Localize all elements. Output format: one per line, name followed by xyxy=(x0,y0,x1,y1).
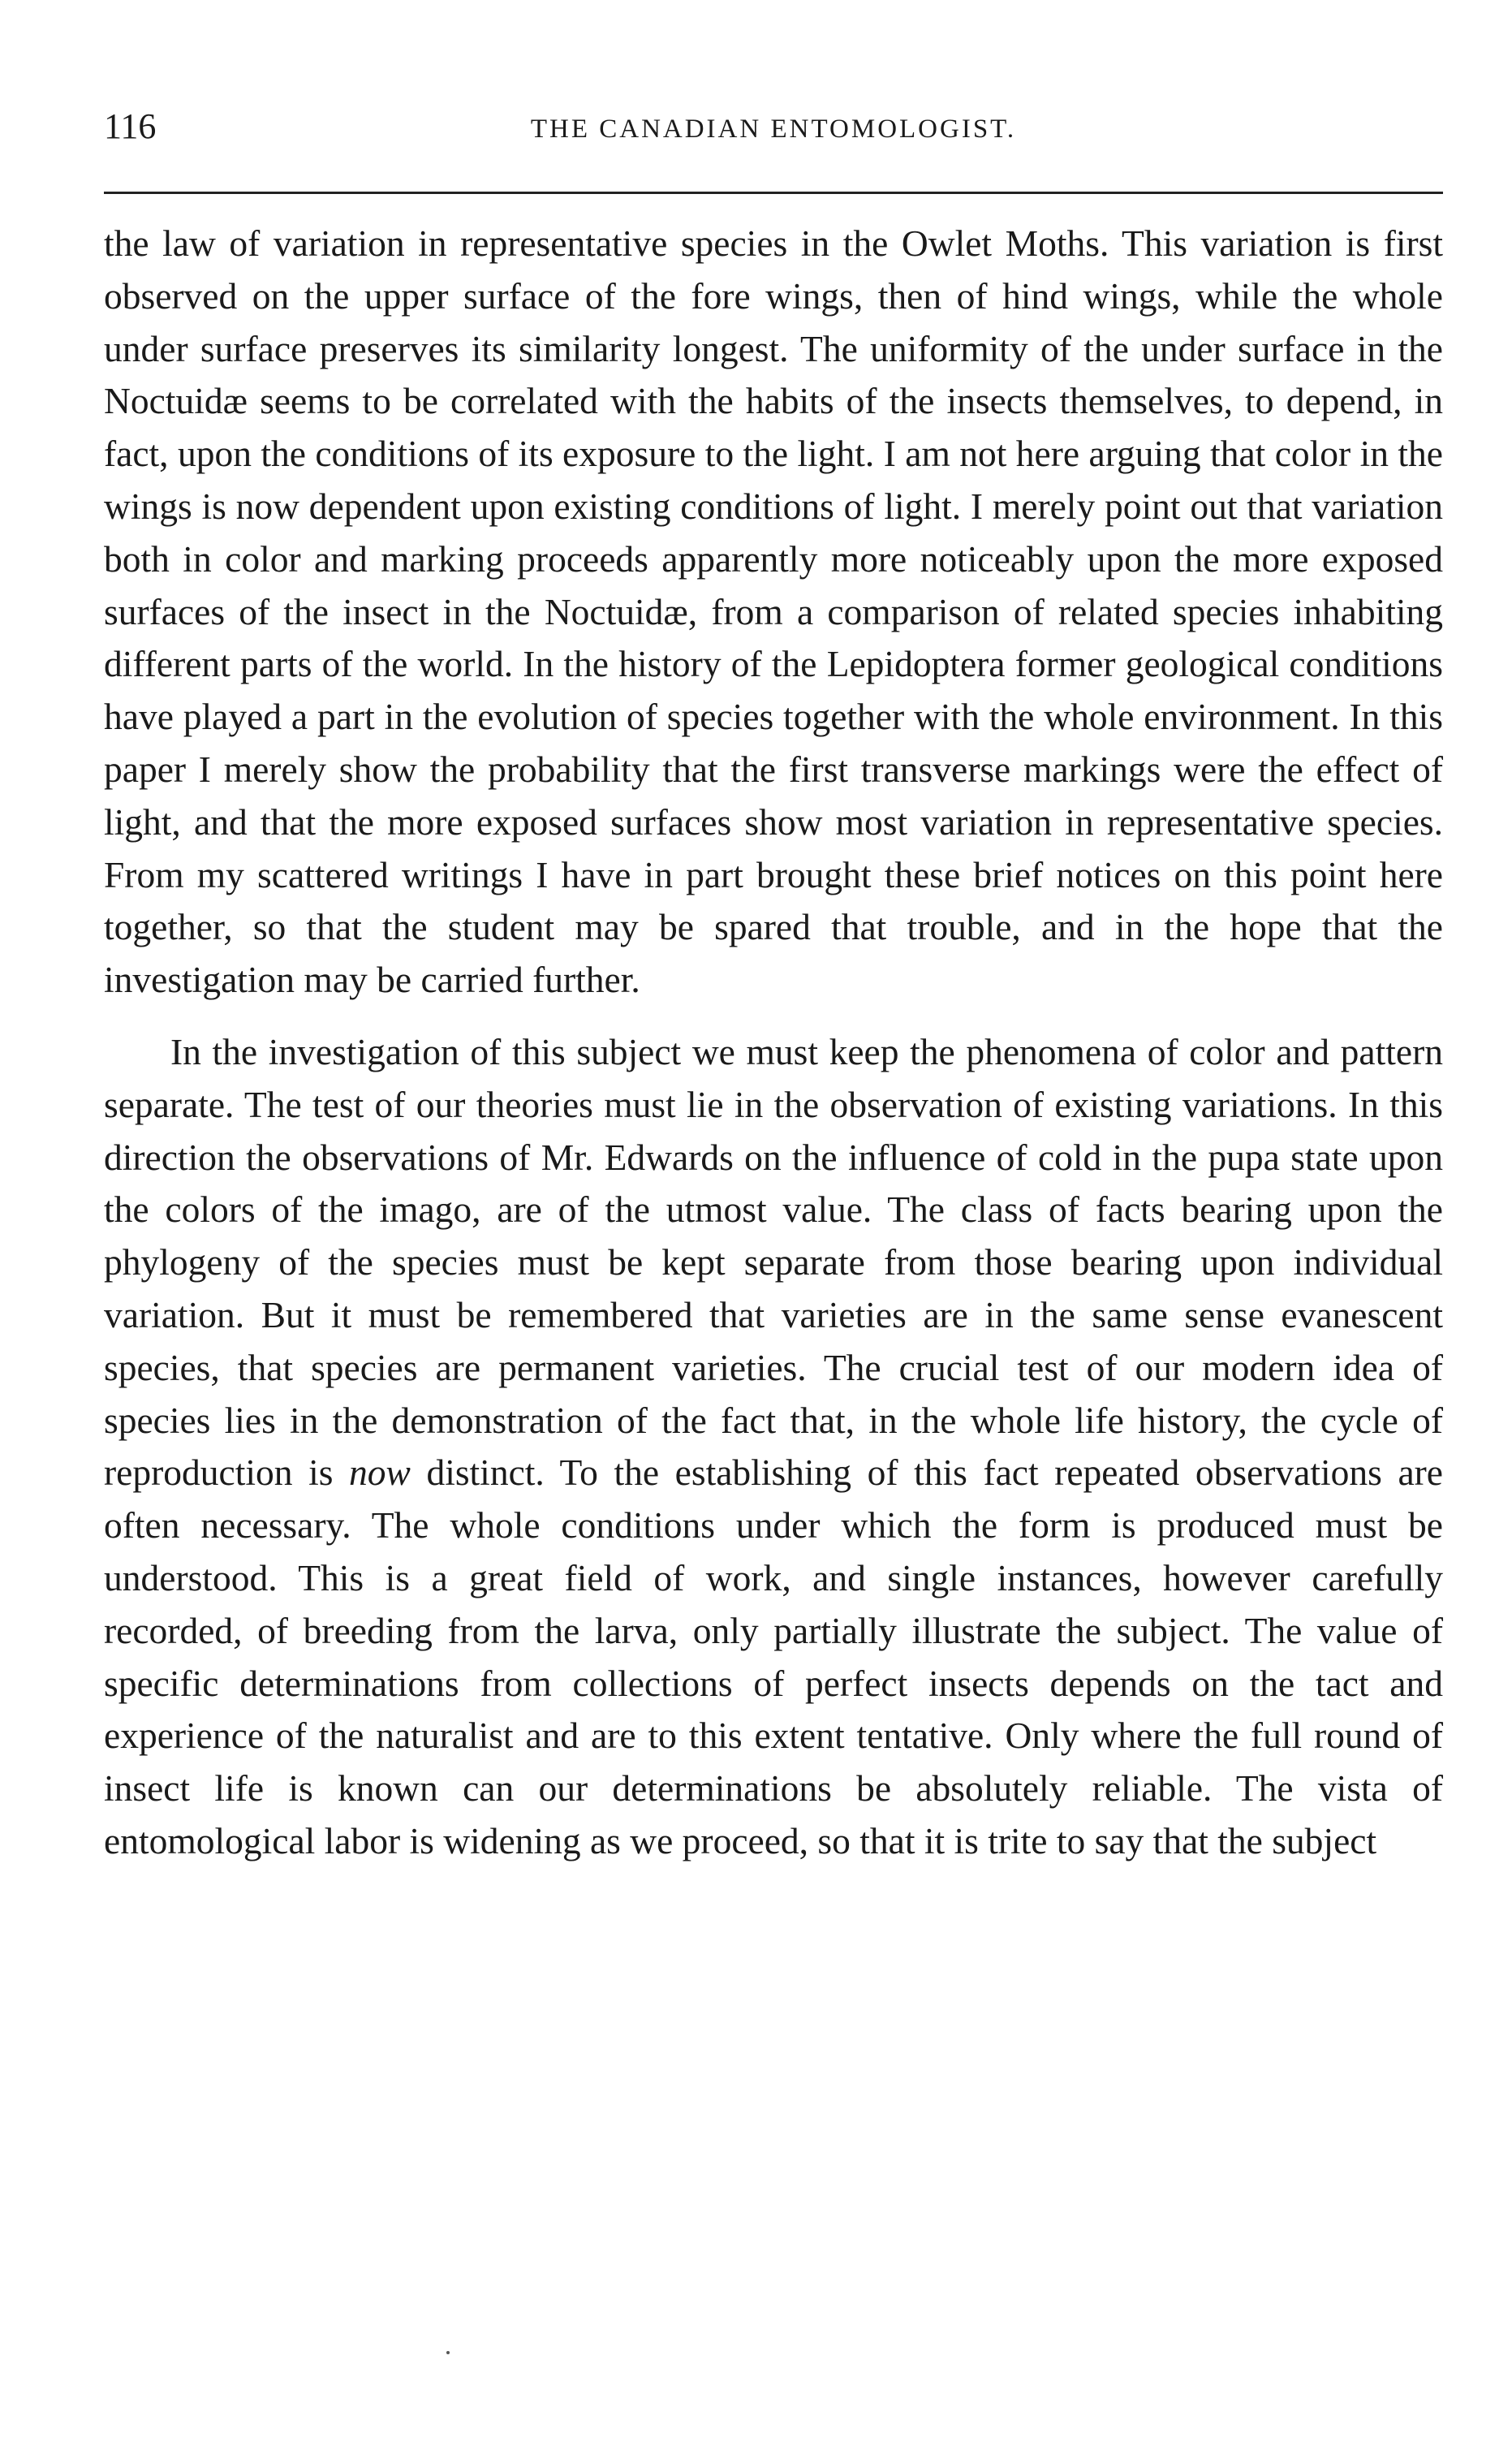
running-title: THE CANADIAN ENTOMOLOGIST. xyxy=(530,114,1017,144)
paragraph-1: the law of variation in representative species in the Owlet Moths. This variation is first observed on the upper surface of the fore wings, then of hind wings, while the whole under surface preserves its similarity longest. The uniformity of the under surface in the Noctuidæ seems to be correlated with the habits of the insects themselves, to depend, in fact, upon the conditions of its exposure to the light. I am not here arguing that color in the wings is now dependent upon existing conditions of light. I merely point out that variation both in color and marking proceeds apparently more noticeably upon the more exposed surfaces of the insect in the Noctuidæ, from a comparison of related species inhabiting different parts of the world. In the history of the Lepidoptera former geological conditions have played a part in the evolution of species together with the whole environment. In this paper I merely show the probability that the first transverse markings were the effect of light, and that the more exposed surfaces show most variation in representative species. From my scattered writings I have in part brought these brief notices on this point here together, so that the student may be spared that trouble, and in the hope that the investigation may be carried further. xyxy=(104,222,1443,1001)
paragraph-2-text-a: In the investigation of this subject we must keep the phenomena of color and pattern separate. The test of our theories must lie in the observation of existing variations. In this direction the observations of Mr. Edwards on the influence of cold in the pupa state upon the colors of the imago, are of the utmost value. The class of facts bearing upon the phylogeny of the species must be kept separate from those bearing upon individual variation. But it must be remembered that varieties are in the same sense evanescent species, that species are permanent varieties. The crucial test of our modern idea of species lies in the demonstration of the fact that, in the whole life history, the cycle of reproduction is xyxy=(104,1030,1443,1494)
body-text xyxy=(104,218,1443,1868)
page-number: 116 xyxy=(104,106,157,146)
page-header xyxy=(104,102,1443,151)
header-rule xyxy=(104,192,1443,194)
stray-mark xyxy=(446,2351,450,2354)
paragraph-2-italic: now xyxy=(349,1452,411,1494)
paragraph-2-text-b: distinct. To the establishing of this fact repeated observations are often necessary. The whole conditions under which the form is produced must be understood. This is a great field of work, and single instances, however carefully recorded, of breeding from the larva, only partially illustrate the subject. The value of specific determinations from collections of perfect insects depends on the tact and experience of the naturalist and are to this extent tentative. Only where the full round of insect life is known can our determinations be absolutely reliable. The vista of entomological labor is widening as we proceed, so that it is trite to say that the subject xyxy=(104,1452,1443,1861)
paragraph-2 xyxy=(104,1026,1443,1868)
